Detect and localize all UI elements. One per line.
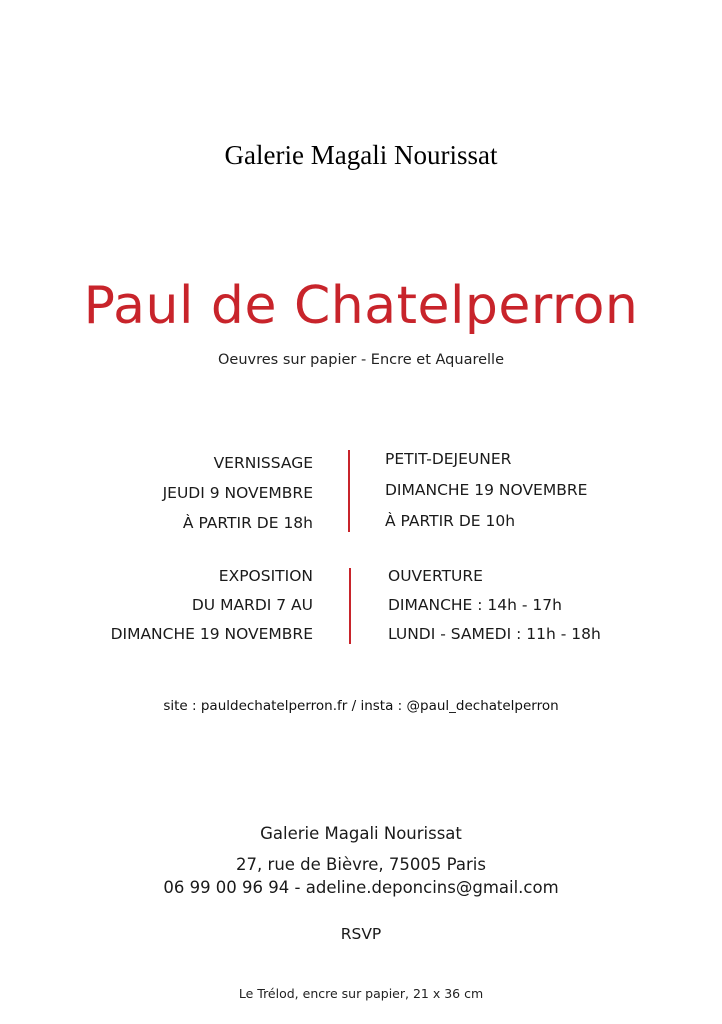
ouverture-week-hours: LUNDI - SAMEDI : 11h - 18h (388, 625, 601, 643)
ouverture-title: OUVERTURE (388, 567, 483, 585)
ouverture-block (388, 567, 601, 654)
footer-address: 27, rue de Bièvre, 75005 Paris (236, 855, 486, 874)
exposition-end-date: DIMANCHE 19 NOVEMBRE (110, 625, 313, 643)
rsvp-label: RSVP (340, 925, 382, 943)
footer-gallery-name: Galerie Magali Nourissat (260, 824, 462, 843)
petit-dejeuner-block (385, 450, 587, 543)
exhibition-subtitle: Oeuvres sur papier - Encre et Aquarelle (218, 352, 504, 368)
exposition-dates: DU MARDI 7 AU (191, 596, 313, 614)
divider-bottom (349, 568, 351, 644)
artist-name: Paul de Chatelperron (83, 276, 639, 336)
vernissage-title: VERNISSAGE (213, 454, 313, 472)
vernissage-time: À PARTIR DE 18h (182, 514, 313, 532)
artwork-caption: Le Trélod, encre sur papier, 21 x 36 cm (238, 986, 484, 1001)
petit-dejeuner-time: À PARTIR DE 10h (385, 512, 516, 530)
website-instagram-line: site : pauldechatelperron.fr / insta : @paul_dechatelperron (163, 698, 559, 714)
petit-dejeuner-title: PETIT-DEJEUNER (385, 450, 512, 468)
ouverture-sunday-hours: DIMANCHE : 14h - 17h (388, 596, 562, 614)
petit-dejeuner-date: DIMANCHE 19 NOVEMBRE (385, 481, 588, 499)
exposition-block (0, 567, 313, 654)
vernissage-date: JEUDI 9 NOVEMBRE (162, 484, 313, 502)
gallery-header: Galerie Magali Nourissat (224, 140, 498, 170)
vernissage-block (0, 454, 313, 544)
exposition-title: EXPOSITION (218, 567, 313, 585)
divider-top (348, 450, 350, 532)
footer-contact: 06 99 00 96 94 - adeline.deponcins@gmail.com (163, 878, 559, 897)
